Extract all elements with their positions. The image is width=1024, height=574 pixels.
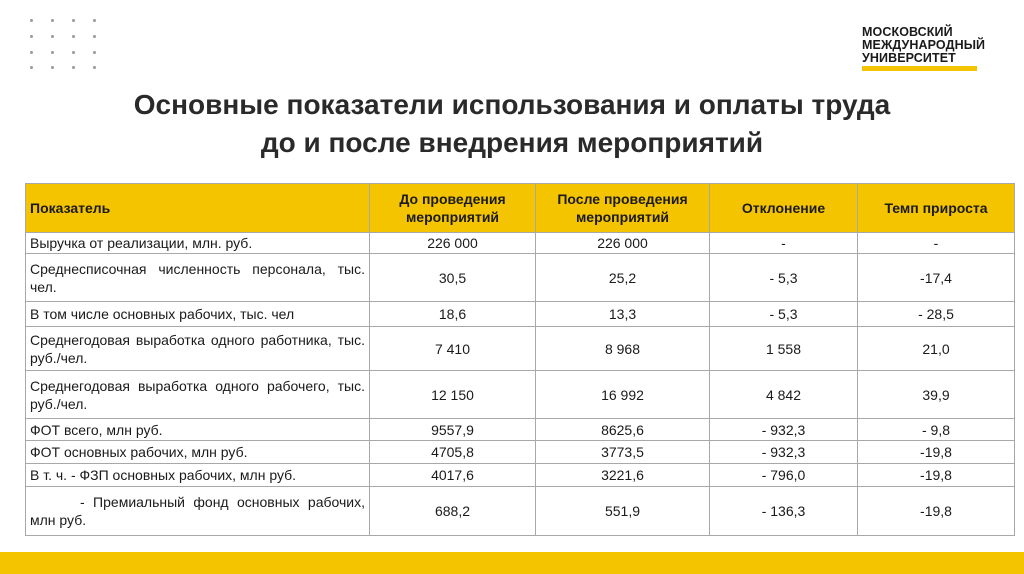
university-logo	[862, 26, 1012, 65]
title-line-2: до и после внедрения мероприятий	[260, 127, 764, 158]
deviation-cell: - 932,3	[710, 441, 858, 464]
growth-rate-cell: -	[858, 233, 1015, 254]
column-header: После проведения мероприятий	[536, 184, 710, 233]
table-header-row	[26, 184, 1015, 233]
indicator-cell: - Премиальный фонд основных рабочих, млн руб.	[26, 487, 370, 536]
column-header: До проведения мероприятий	[370, 184, 536, 233]
deviation-cell: 1 558	[710, 327, 858, 371]
table-row	[26, 464, 1015, 487]
table-row	[26, 419, 1015, 441]
indicator-cell: ФОТ всего, млн руб.	[26, 419, 370, 441]
indicator-cell: В том числе основных рабочих, тыс. чел	[26, 302, 370, 327]
deviation-cell: - 5,3	[710, 302, 858, 327]
dot	[30, 51, 33, 54]
dot	[93, 51, 96, 54]
title-line-1: Основные показатели использования и оплаты труда	[133, 89, 891, 120]
dot	[51, 66, 54, 69]
growth-rate-cell: -17,4	[858, 254, 1015, 302]
column-header: Темп прироста	[858, 184, 1015, 233]
indicator-cell: Выручка от реализации, млн. руб.	[26, 233, 370, 254]
value-before-cell: 4017,6	[370, 464, 536, 487]
growth-rate-cell: 21,0	[858, 327, 1015, 371]
value-before-cell: 12 150	[370, 371, 536, 419]
deviation-cell: - 796,0	[710, 464, 858, 487]
value-after-cell: 25,2	[536, 254, 710, 302]
column-header: Отклонение	[710, 184, 858, 233]
table-row	[26, 371, 1015, 419]
dot	[93, 66, 96, 69]
dot	[30, 35, 33, 38]
growth-rate-cell: -19,8	[858, 441, 1015, 464]
value-before-cell: 30,5	[370, 254, 536, 302]
logo-line: МОСКОВСКИЙ	[862, 25, 953, 39]
dot	[72, 19, 75, 22]
dot	[93, 19, 96, 22]
deviation-cell: 4 842	[710, 371, 858, 419]
value-before-cell: 226 000	[370, 233, 536, 254]
logo-line: МЕЖДУНАРОДНЫЙ	[862, 38, 986, 52]
value-after-cell: 226 000	[536, 233, 710, 254]
logo-line: УНИВЕРСИТЕТ	[862, 51, 956, 65]
deviation-cell: - 932,3	[710, 419, 858, 441]
value-after-cell: 16 992	[536, 371, 710, 419]
table-row	[26, 441, 1015, 464]
dot	[30, 66, 33, 69]
table-row	[26, 254, 1015, 302]
indicator-cell: Среднегодовая выработка одного рабочего, тыс. руб./чел.	[26, 371, 370, 419]
value-after-cell: 551,9	[536, 487, 710, 536]
deviation-cell: - 136,3	[710, 487, 858, 536]
growth-rate-cell: - 9,8	[858, 419, 1015, 441]
value-before-cell: 9557,9	[370, 419, 536, 441]
dot	[72, 66, 75, 69]
growth-rate-cell: 39,9	[858, 371, 1015, 419]
table-row	[26, 233, 1015, 254]
value-after-cell: 3221,6	[536, 464, 710, 487]
dot	[72, 51, 75, 54]
indicator-cell: В т. ч. - ФЗП основных рабочих, млн руб.	[26, 464, 370, 487]
dot	[51, 35, 54, 38]
growth-rate-cell: - 28,5	[858, 302, 1015, 327]
decorative-dot-grid	[30, 19, 110, 69]
growth-rate-cell: -19,8	[858, 464, 1015, 487]
page-title	[0, 86, 1024, 162]
dot	[72, 35, 75, 38]
dot	[51, 19, 54, 22]
dot	[30, 19, 33, 22]
column-header: Показатель	[26, 184, 370, 233]
footer-accent-bar	[0, 552, 1024, 574]
indicators-table	[25, 183, 1015, 536]
table-row	[26, 327, 1015, 371]
deviation-cell: - 5,3	[710, 254, 858, 302]
value-before-cell: 7 410	[370, 327, 536, 371]
table-row	[26, 487, 1015, 536]
table-row	[26, 302, 1015, 327]
dot	[51, 51, 54, 54]
value-after-cell: 13,3	[536, 302, 710, 327]
logo-accent-bar	[862, 66, 977, 71]
indicator-cell: ФОТ основных рабочих, млн руб.	[26, 441, 370, 464]
value-after-cell: 3773,5	[536, 441, 710, 464]
value-before-cell: 688,2	[370, 487, 536, 536]
value-after-cell: 8625,6	[536, 419, 710, 441]
growth-rate-cell: -19,8	[858, 487, 1015, 536]
value-after-cell: 8 968	[536, 327, 710, 371]
value-before-cell: 4705,8	[370, 441, 536, 464]
value-before-cell: 18,6	[370, 302, 536, 327]
indicator-cell: Среднесписочная численность персонала, тыс. чел.	[26, 254, 370, 302]
dot	[93, 35, 96, 38]
deviation-cell: -	[710, 233, 858, 254]
indicator-cell: Среднегодовая выработка одного работника, тыс. руб./чел.	[26, 327, 370, 371]
